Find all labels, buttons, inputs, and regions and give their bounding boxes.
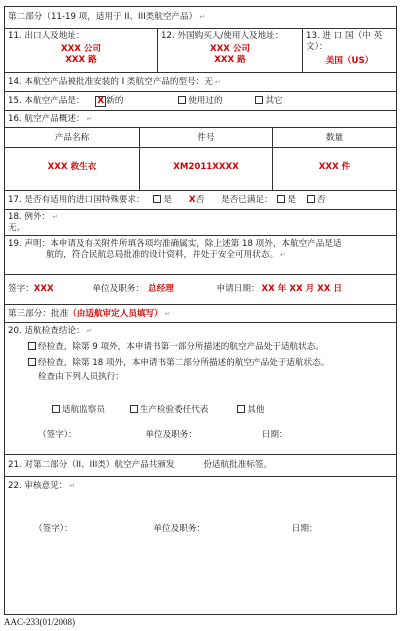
- field-18-label: 18. 例外：: [8, 212, 51, 222]
- paragraph-mark: ↵: [69, 482, 76, 490]
- field-17-met-yes-checkbox[interactable]: [277, 195, 285, 203]
- field-21-label: 21. 对第二部分（II、III类）航空产品共颁发: [8, 460, 175, 470]
- field-22-unit-label: 单位及职务：: [153, 524, 205, 534]
- section3-title: 第三部分：批准: [8, 309, 69, 319]
- field-11-label: 11. 出口人及地址：: [8, 31, 85, 41]
- section2-header: [5, 7, 396, 29]
- field-15-used-label: 使用过的: [188, 96, 223, 106]
- paragraph-mark: ↵: [199, 13, 206, 21]
- field-20-check-2[interactable]: [28, 358, 36, 366]
- paragraph-mark: ↵: [214, 78, 221, 86]
- field-11-road[interactable]: XXX 路: [65, 55, 97, 65]
- paragraph-mark: ↵: [86, 327, 93, 335]
- field-16-part[interactable]: XM2011XXXX: [140, 148, 273, 190]
- field-20-opt-other-checkbox[interactable]: [237, 405, 245, 413]
- field-17-met-yes-label: 是: [287, 195, 297, 205]
- field-19: [5, 236, 396, 275]
- field-16-head-part: 件号: [140, 128, 273, 147]
- unit-label: 单位及职务：: [92, 284, 144, 294]
- field-22-sign-label: （签字）：: [34, 524, 73, 534]
- field-12-road[interactable]: XXX 路: [214, 55, 246, 65]
- field-22: [5, 477, 396, 615]
- field-20-unit-label: 单位及职务：: [145, 430, 197, 440]
- field-16-name[interactable]: XXX 救生衣: [5, 148, 140, 190]
- paragraph-mark: ↵: [52, 213, 59, 221]
- field-17-no-mark[interactable]: X: [188, 195, 196, 205]
- field-17-yes-checkbox[interactable]: [153, 195, 161, 203]
- field-17-yes-label: 是: [163, 195, 173, 205]
- row-11-13: [5, 29, 396, 73]
- field-15-other-label: 其它: [265, 96, 283, 106]
- field-11: [5, 29, 158, 72]
- field-20-opt-delegate-checkbox[interactable]: [130, 405, 138, 413]
- paragraph-mark: ↵: [86, 115, 93, 123]
- field-17-label: 17. 是否有适用的进口国特殊要求：: [8, 195, 145, 205]
- field-15-other-checkbox[interactable]: [255, 96, 263, 104]
- field-16-label: 16. 航空产品概述：: [8, 114, 85, 124]
- field-22-date-label: 日期：: [291, 524, 318, 534]
- sign-label: 签字：: [8, 284, 34, 294]
- field-15-new-label: 新的: [106, 96, 124, 106]
- section2-title: 第二部分（11-19 项，适用于 II、III类航空产品）: [8, 12, 198, 22]
- field-17-met-label: 是否已满足：: [221, 195, 273, 205]
- field-19-text-1: 本申请及有关附件所填各项均准确属实，除上述第 18 项外，本航空产品是适: [50, 239, 342, 249]
- field-15-label: 15. 本航空产品是：: [8, 96, 85, 106]
- field-16-head-name: 产品名称: [5, 128, 140, 147]
- field-16-table-head: [5, 128, 396, 148]
- document: [4, 6, 395, 627]
- field-17-met-no-label: 否: [316, 195, 326, 205]
- applicant-signature-row: [5, 275, 396, 305]
- field-16-header: [5, 111, 396, 128]
- field-18: [5, 210, 396, 236]
- field-20-opt-delegate-label: 生产检验委任代表: [139, 405, 209, 415]
- date-label: 申请日期：: [216, 284, 260, 294]
- field-20-conclusion-2: 经检查，除第 18 项外，本申请书第二部分所描述的航空产品处于适航状态。: [38, 358, 330, 368]
- section3-note: （由适航审定人员填写）: [68, 309, 163, 319]
- field-20-date-label: 日期：: [261, 430, 288, 440]
- field-17-no-label: 否: [195, 195, 205, 205]
- sign-value[interactable]: XXX: [33, 284, 54, 294]
- field-20-inspectors-label: 检查由下列人员执行：: [38, 372, 124, 382]
- field-16-head-qty: 数量: [325, 133, 344, 143]
- field-21: [5, 455, 396, 477]
- field-12-label: 12. 外国购买人/使用人及地址：: [161, 31, 284, 41]
- field-12-company[interactable]: XXX 公司: [209, 44, 251, 54]
- field-20-check-1[interactable]: [28, 342, 36, 350]
- field-17: [5, 191, 396, 210]
- field-20-sign-label: （签字）：: [38, 430, 77, 440]
- field-15: [5, 92, 396, 111]
- field-20-opt-inspector-label: 适航监察员: [62, 405, 105, 415]
- paragraph-mark: ↵: [280, 251, 286, 259]
- field-19-label: 19. 声明：: [8, 239, 51, 249]
- unit-value[interactable]: 总经理: [148, 284, 174, 294]
- field-15-new-checkbox[interactable]: X: [97, 96, 105, 106]
- form-code: AAC-233(01/2008): [4, 617, 75, 627]
- field-13-label: 13. 进 口 国（中 英 文）：: [306, 31, 383, 52]
- field-16-table-row: [5, 148, 396, 191]
- field-20: [5, 323, 396, 455]
- field-13: [303, 29, 396, 72]
- field-13-country[interactable]: 美国（US）: [325, 56, 374, 66]
- section3-header: [5, 305, 396, 323]
- field-20-label: 20. 适航检查结论：: [8, 326, 85, 336]
- date-value[interactable]: XX 年 XX 月 XX 日: [261, 284, 343, 294]
- field-20-opt-other-label: 其他: [247, 405, 265, 415]
- field-20-opt-inspector-checkbox[interactable]: [52, 405, 60, 413]
- field-18-value[interactable]: 无。: [8, 223, 26, 233]
- field-17-met-no-checkbox[interactable]: [307, 195, 315, 203]
- field-14-label: 14. 本航空产品被批准安装的 I 类航空产品的型号：无: [8, 77, 213, 87]
- field-22-label: 22. 审核意见：: [8, 481, 68, 491]
- field-15-used-checkbox[interactable]: [178, 96, 186, 104]
- field-12: [158, 29, 303, 72]
- field-16-qty[interactable]: XXX 件: [318, 162, 351, 172]
- field-21-suffix: 份适航批准标签。: [203, 460, 273, 470]
- field-14: [5, 73, 396, 92]
- field-11-company[interactable]: XXX 公司: [60, 44, 102, 54]
- field-20-conclusion-1: 经检查，除第 9 项外，本申请书第一部分所描述的航空产品处于适航状态。: [38, 342, 324, 352]
- paragraph-mark: ↵: [164, 310, 171, 318]
- form-table: [4, 6, 397, 615]
- field-19-text-2: 航的，符合民航总局批准的设计资料，并处于安全可用状态。: [46, 250, 279, 260]
